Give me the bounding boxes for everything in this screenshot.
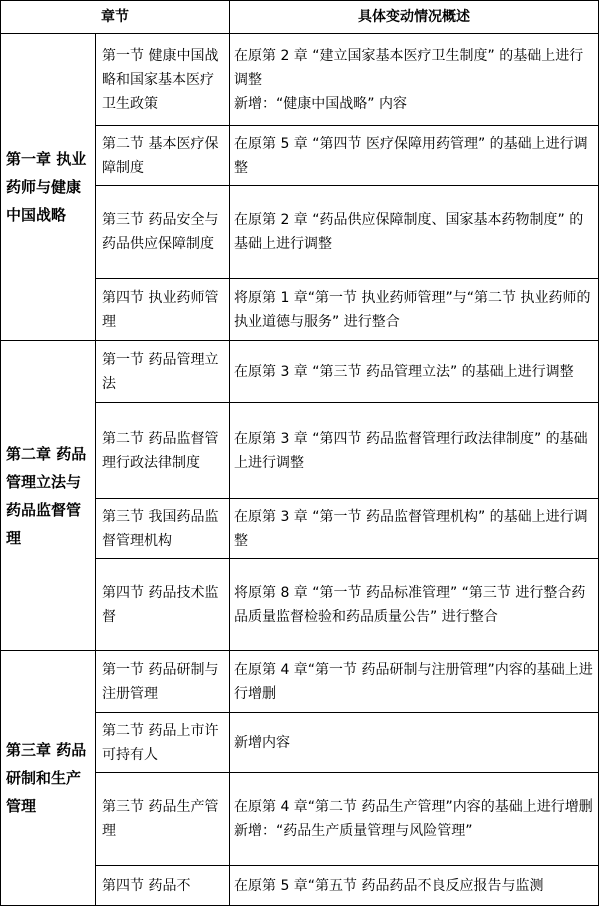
description-line: 新增：“药品生产质量管理与风险管理” — [234, 823, 473, 839]
section-name: 第二节 药品上市许可持有人 — [96, 713, 230, 773]
section-description — [230, 34, 599, 126]
section-description — [230, 559, 599, 651]
section-name: 第三节 我国药品监督管理机构 — [96, 499, 230, 559]
section-description — [230, 866, 599, 906]
section-description — [230, 713, 599, 773]
section-description — [230, 126, 599, 186]
section-name: 第一节 药品管理立法 — [96, 341, 230, 403]
section-name: 第三节 药品生产管理 — [96, 773, 230, 866]
description-line: 新增：“健康中国战略” 内容 — [234, 95, 407, 112]
description-line: 在原第 3 章 “第三节 药品管理立法” 的基础上进行调整 — [234, 363, 574, 380]
description-line: 在原第 2 章 “建立国家基本医疗卫生制度” 的基础上进行调整 — [234, 47, 584, 88]
section-name: 第一节 药品研制与注册管理 — [96, 651, 230, 713]
description-line: 在原第 3 章 “第四节 药品监督管理行政法律制度” 的基础上进行调整 — [234, 430, 588, 471]
chapter-title: 第二章 药品管理立法与药品监督管理 — [1, 341, 96, 651]
table-row — [1, 34, 599, 126]
section-description — [230, 403, 599, 499]
section-name: 第四节 执业药师管理 — [96, 279, 230, 341]
section-description — [230, 341, 599, 403]
description-line: 在原第 5 章“第五节 药品药品不良反应报告与监测 — [234, 877, 544, 894]
description-line: 在原第 2 章 “药品供应保障制度、国家基本药物制度” 的基础上进行调整 — [234, 212, 584, 252]
description-line: 将原第 8 章 “第一节 药品标准管理” “第三节 进行整合药品质量监督检验和药品质量公告” 进行整合 — [234, 584, 586, 625]
header-description: 具体变动情况概述 — [230, 1, 599, 34]
section-description — [230, 499, 599, 559]
header-row — [1, 1, 599, 34]
section-description — [230, 279, 599, 341]
section-name: 第二节 药品监督管理行政法律制度 — [96, 403, 230, 499]
table-row — [1, 341, 599, 403]
description-line: 在原第 3 章 “第一节 药品监督管理机构” 的基础上进行调整 — [234, 508, 588, 549]
section-name: 第四节 药品不 — [96, 866, 230, 906]
description-line: 在原第 5 章 “第四节 医疗保障用药管理” 的基础上进行调整 — [234, 135, 588, 176]
section-name: 第四节 药品技术监督 — [96, 559, 230, 651]
description-line: 在原第 4 章“第一节 药品研制与注册管理”内容的基础上进行增删 — [234, 661, 593, 702]
chapter-title: 第一章 执业药师与健康中国战略 — [1, 34, 96, 341]
chapter-title: 第三章 药品研制和生产管理 — [1, 651, 96, 906]
section-name: 第二节 基本医疗保障制度 — [96, 126, 230, 186]
header-chapter: 章节 — [1, 1, 230, 34]
description-line: 在原第 4 章“第二节 药品生产管理”内容的基础上进行增删 — [234, 799, 593, 815]
section-description — [230, 186, 599, 279]
section-name: 第一节 健康中国战略和国家基本医疗卫生政策 — [96, 34, 230, 126]
section-description — [230, 651, 599, 713]
table-row — [1, 651, 599, 713]
section-name: 第三节 药品安全与药品供应保障制度 — [96, 186, 230, 279]
section-description — [230, 773, 599, 866]
description-line: 将原第 1 章“第一节 执业药师管理”与“第二节 执业药师的执业道德与服务” 进行整合 — [234, 289, 591, 330]
description-line: 新增内容 — [234, 734, 290, 751]
